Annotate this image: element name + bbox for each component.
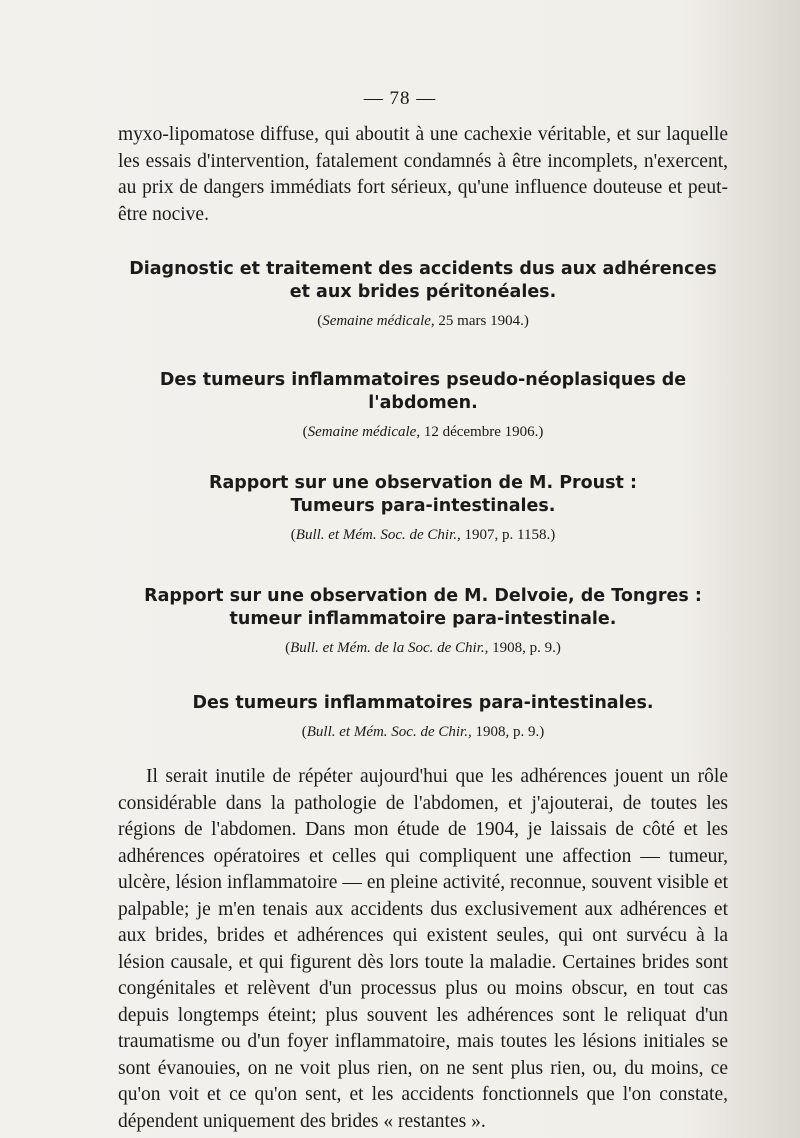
ref-open: ( xyxy=(290,527,296,543)
ref-details: 12 décembre 1906.) xyxy=(420,424,544,440)
entry-title-line: Rapport sur une observation de M. Delvoie, de Tongres : xyxy=(144,586,702,606)
bibliography-entry xyxy=(118,472,728,545)
page-content xyxy=(118,122,728,1135)
entry-title xyxy=(118,585,728,631)
ref-journal: Bull. et Mém. Soc. de Chir., xyxy=(295,527,461,543)
bibliography-entry xyxy=(118,692,728,742)
ref-details: 1907, p. 1158.) xyxy=(460,527,556,543)
entry-reference xyxy=(118,722,728,742)
ref-journal: Bull. et Mém. de la Soc. de Chir., xyxy=(290,640,489,656)
entry-title xyxy=(118,369,728,415)
bibliography-entry xyxy=(118,369,728,442)
entry-reference xyxy=(118,638,728,658)
entry-title-line: Des tumeurs inflammatoires para-intestinales. xyxy=(192,693,654,713)
entry-reference xyxy=(118,525,728,545)
entry-title-line: Diagnostic et traitement des accidents dus aux adhérences xyxy=(129,259,717,279)
entry-reference xyxy=(118,422,728,442)
bibliography-entry xyxy=(118,585,728,658)
ref-details: 1908, p. 9.) xyxy=(488,640,561,656)
ref-open: ( xyxy=(302,424,308,440)
entry-title-line: Rapport sur une observation de M. Proust : xyxy=(209,473,637,493)
entry-title xyxy=(118,692,728,715)
entry-title xyxy=(118,258,728,304)
entry-title-line: et aux brides péritonéales. xyxy=(289,282,557,302)
closing-paragraph: Il serait inutile de répéter aujourd'hui que les adhérences jouent un rôle considérable dans la pathologie de l'abdomen, et j'ajouterai, de toutes les régions de l'abdomen. Dans mon étude de 1904, je laissais de côté et les adhérences opératoires et celles qui compliquent une affection — tumeur, ulcère, lésion inflammatoire — en pleine activité, reconnue, souvent visible et palpable; je m'en tenais aux accidents dus exclusivement aux adhérences et aux brides, brides et adhérences qui existent seules, qui ont survécu à la lésion causale, et qui figurent dès lors toute la maladie. Certaines brides sont congénitales et relèvent d'un processus plus ou moins obscur, en tout cas depuis longtemps éteint; plus souvent les adhérences sont le reliquat d'un traumatisme ou d'un foyer inflammatoire, mais toutes les lésions initiales se sont évanouies, on ne voit plus rien, on ne sent plus rien, ou, du moins, ce qu'on voit et ce qu'on sent, et les accidents fonctionnels que l'on constate, dépendent uniquement des brides « restantes ». xyxy=(118,766,728,1132)
entry-title xyxy=(118,472,728,518)
entry-reference xyxy=(118,311,728,331)
ref-journal: Semaine médicale, xyxy=(322,313,435,329)
intro-paragraph: myxo-lipomatose diffuse, qui aboutit à une cachexie véritable, et sur laquelle les essais d'intervention, fatalement condamnés à être incomplets, n'exercent, au prix de dangers immédiats fort sérieux, qu'une influence douteuse et peut-être nocive. xyxy=(118,124,728,225)
ref-open: ( xyxy=(317,313,323,329)
ref-details: 1908, p. 9.) xyxy=(471,724,545,740)
entry-title-line: tumeur inflammatoire para-intestinale. xyxy=(229,609,617,629)
ref-open: ( xyxy=(301,724,307,740)
ref-journal: Bull. et Mém. Soc. de Chir., xyxy=(306,724,472,740)
entry-title-line: Tumeurs para-intestinales. xyxy=(290,496,556,516)
page-number: — 78 — xyxy=(363,88,437,109)
ref-open: ( xyxy=(285,640,291,656)
ref-journal: Semaine médicale, xyxy=(307,424,421,440)
bibliography-entry xyxy=(118,258,728,331)
entry-title-line: Des tumeurs inflammatoires pseudo-néoplasiques de l'abdomen. xyxy=(159,370,687,413)
ref-details: 25 mars 1904.) xyxy=(434,313,529,329)
